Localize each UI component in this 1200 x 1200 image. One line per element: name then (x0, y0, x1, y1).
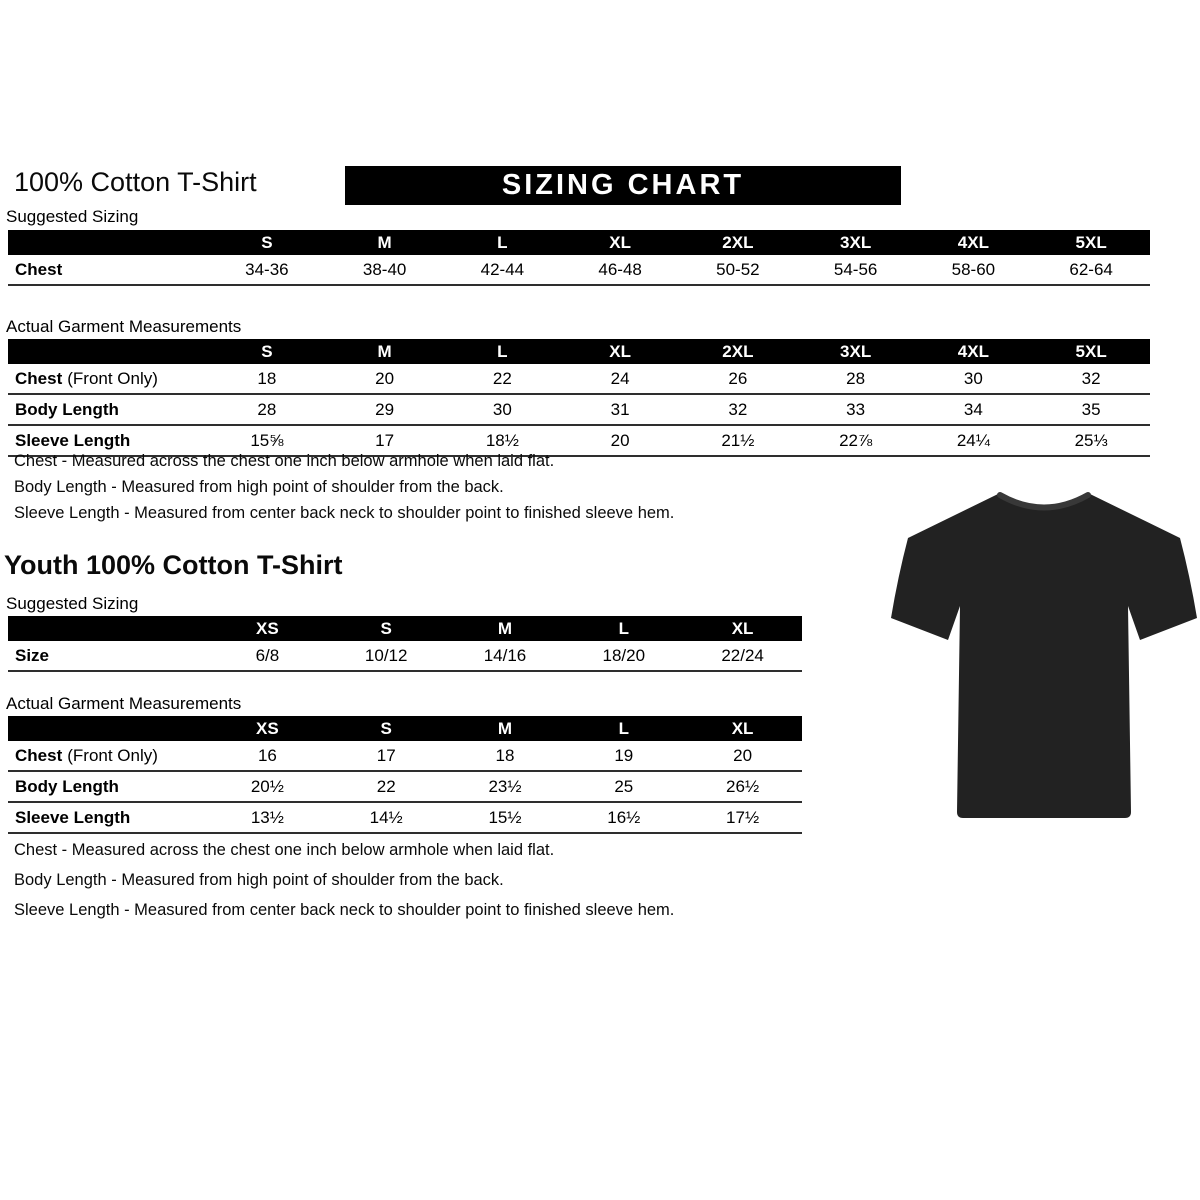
measurement-value-cell: 25 (614, 776, 634, 796)
measurement-value-cell: 15½ (488, 807, 522, 827)
size-header-cell: L (497, 341, 508, 361)
row-label-cell (8, 400, 208, 420)
measurement-value-cell: 22 (376, 776, 396, 796)
youth-actual-measurements-table (8, 716, 802, 834)
adult-suggested-sizing-table (8, 230, 1150, 286)
measurement-value-cell: 26 (728, 368, 748, 388)
size-header-cell: M (497, 718, 513, 738)
sizing-chart-banner: SIZING CHART (345, 166, 901, 205)
black-tshirt-image (888, 468, 1200, 840)
measurement-value-cell: 10/12 (364, 645, 408, 665)
youth-note-body-length: Body Length - Measured from high point of shoulder from the back. (14, 871, 504, 889)
measurement-value-cell: 20½ (250, 776, 284, 796)
adult-product-title: 100% Cotton T-Shirt (14, 167, 257, 197)
measurement-value-cell: 13½ (250, 807, 284, 827)
measurement-row (8, 803, 802, 834)
adult-note-body-length: Body Length - Measured from high point of shoulder from the back. (14, 478, 504, 496)
size-header-cell: 3XL (840, 232, 872, 252)
measurement-row (8, 364, 1150, 395)
measurement-value-cell: 20 (733, 745, 753, 765)
measurement-value-cell: 21½ (721, 430, 755, 450)
measurement-value-cell: 6/8 (255, 645, 280, 665)
size-header-cell: XS (256, 618, 279, 638)
size-header-cell: L (497, 232, 508, 252)
measurement-value-cell: 24¼ (956, 430, 990, 450)
measurement-row (8, 255, 1150, 286)
size-header-cell: L (618, 718, 629, 738)
measurement-value-cell: 18 (257, 368, 277, 388)
size-header-cell: XL (731, 618, 754, 638)
measurement-value-cell: 29 (375, 399, 395, 419)
measurement-value-cell: 34-36 (245, 259, 289, 279)
measurement-value-cell: 18/20 (602, 645, 646, 665)
measurement-value-cell: 16 (257, 745, 277, 765)
adult-actual-measurements-label: Actual Garment Measurements (6, 317, 242, 336)
measurement-value-cell: 19 (614, 745, 634, 765)
youth-measurement-notes (14, 841, 674, 931)
row-label-text: Body Length (15, 776, 119, 796)
youth-note-chest: Chest - Measured across the chest one inch below armhole when laid flat. (14, 841, 555, 859)
measurement-value-cell: 32 (1081, 368, 1101, 388)
size-header-row (8, 616, 802, 641)
measurement-value-cell: 18 (495, 745, 515, 765)
size-header-cell: 2XL (722, 232, 754, 252)
size-header-cell: XL (609, 232, 631, 252)
measurement-value-cell: 22 (492, 368, 512, 388)
row-label-text: Body Length (15, 399, 119, 419)
size-header-row (8, 716, 802, 741)
youth-actual-measurements-label: Actual Garment Measurements (6, 694, 242, 713)
tshirt-graphic (888, 468, 1200, 840)
row-label-text: Sleeve Length (15, 807, 131, 827)
size-header-cell: XL (609, 341, 631, 361)
adult-note-chest: Chest - Measured across the chest one inch below armhole when laid flat. (14, 452, 555, 470)
row-label-text: Size (15, 645, 50, 665)
measurement-value-cell: 14/16 (483, 645, 527, 665)
measurement-value-cell: 26½ (726, 776, 760, 796)
measurement-value-cell: 35 (1081, 399, 1101, 419)
size-header-cell: 5XL (1075, 232, 1107, 252)
measurement-value-cell: 58-60 (951, 259, 996, 279)
size-header-cell: XL (731, 718, 754, 738)
size-header-cell: XS (256, 718, 279, 738)
row-label-suffix: (Front Only) (67, 368, 158, 388)
measurement-value-cell: 14½ (369, 807, 403, 827)
measurement-row (8, 395, 1150, 426)
measurement-value-cell: 20 (375, 368, 395, 388)
tshirt-body-shape (891, 494, 1197, 818)
size-header-cell: S (380, 618, 392, 638)
measurement-value-cell: 20 (610, 430, 630, 450)
measurement-value-cell: 32 (728, 399, 748, 419)
size-header-cell: 2XL (722, 341, 754, 361)
measurement-value-cell: 46-48 (598, 259, 642, 279)
row-label-text: Chest (15, 259, 63, 279)
row-label-cell (8, 431, 208, 451)
measurement-value-cell: 62-64 (1069, 259, 1113, 279)
row-label-cell (8, 808, 208, 828)
measurement-row (8, 641, 802, 672)
size-header-row (8, 230, 1150, 255)
measurement-value-cell: 15⅝ (250, 430, 284, 450)
adult-actual-measurements-table (8, 339, 1150, 457)
row-label-text: Sleeve Length (15, 430, 131, 450)
measurement-value-cell: 33 (846, 399, 866, 419)
measurement-value-cell: 22/24 (721, 645, 764, 665)
measurement-row (8, 741, 802, 772)
row-label-cell (8, 369, 208, 389)
row-label-cell (8, 646, 208, 666)
measurement-value-cell: 24 (610, 368, 630, 388)
measurement-value-cell: 16½ (607, 807, 641, 827)
row-label-suffix: (Front Only) (67, 745, 158, 765)
measurement-value-cell: 17½ (726, 807, 760, 827)
youth-note-sleeve-length: Sleeve Length - Measured from center back neck to shoulder point to finished sleeve hem. (14, 901, 675, 919)
adult-note-sleeve-length: Sleeve Length - Measured from center back neck to shoulder point to finished sleeve hem. (14, 504, 675, 522)
size-header-cell: M (377, 232, 392, 252)
size-header-cell: 5XL (1075, 341, 1107, 361)
size-header-cell: M (497, 618, 513, 638)
measurement-value-cell: 28 (257, 399, 277, 419)
measurement-value-cell: 30 (492, 399, 512, 419)
measurement-value-cell: 31 (610, 399, 630, 419)
measurement-value-cell: 34 (963, 399, 983, 419)
size-header-cell: 4XL (957, 341, 989, 361)
row-label-text: Chest (15, 745, 63, 765)
size-header-cell: M (377, 341, 392, 361)
measurement-value-cell: 17 (375, 430, 395, 450)
size-header-row (8, 339, 1150, 364)
measurement-value-cell: 23½ (488, 776, 522, 796)
measurement-value-cell: 38-40 (362, 259, 407, 279)
youth-suggested-sizing-label: Suggested Sizing (6, 594, 139, 613)
measurement-value-cell: 54-56 (833, 259, 878, 279)
measurement-value-cell: 18½ (485, 430, 519, 450)
size-header-cell: S (261, 341, 273, 361)
measurement-value-cell: 50-52 (716, 259, 760, 279)
row-label-text: Chest (15, 368, 63, 388)
row-label-cell (8, 777, 208, 797)
size-header-cell: S (380, 718, 392, 738)
measurement-value-cell: 22⅞ (839, 430, 873, 450)
measurement-row (8, 772, 802, 803)
row-label-cell (8, 746, 208, 766)
youth-suggested-sizing-table (8, 616, 802, 672)
measurement-value-cell: 42-44 (480, 259, 525, 279)
measurement-value-cell: 17 (376, 745, 396, 765)
row-label-cell (8, 260, 208, 280)
size-header-cell: 3XL (840, 341, 872, 361)
adult-measurement-notes (14, 452, 674, 530)
measurement-value-cell: 30 (963, 368, 983, 388)
youth-product-title: Youth 100% Cotton T-Shirt (4, 550, 343, 580)
size-header-cell: 4XL (957, 232, 989, 252)
size-header-cell: L (618, 618, 629, 638)
adult-suggested-sizing-label: Suggested Sizing (6, 207, 139, 226)
size-header-cell: S (261, 232, 273, 252)
measurement-value-cell: 25⅓ (1074, 430, 1108, 450)
measurement-value-cell: 28 (846, 368, 866, 388)
